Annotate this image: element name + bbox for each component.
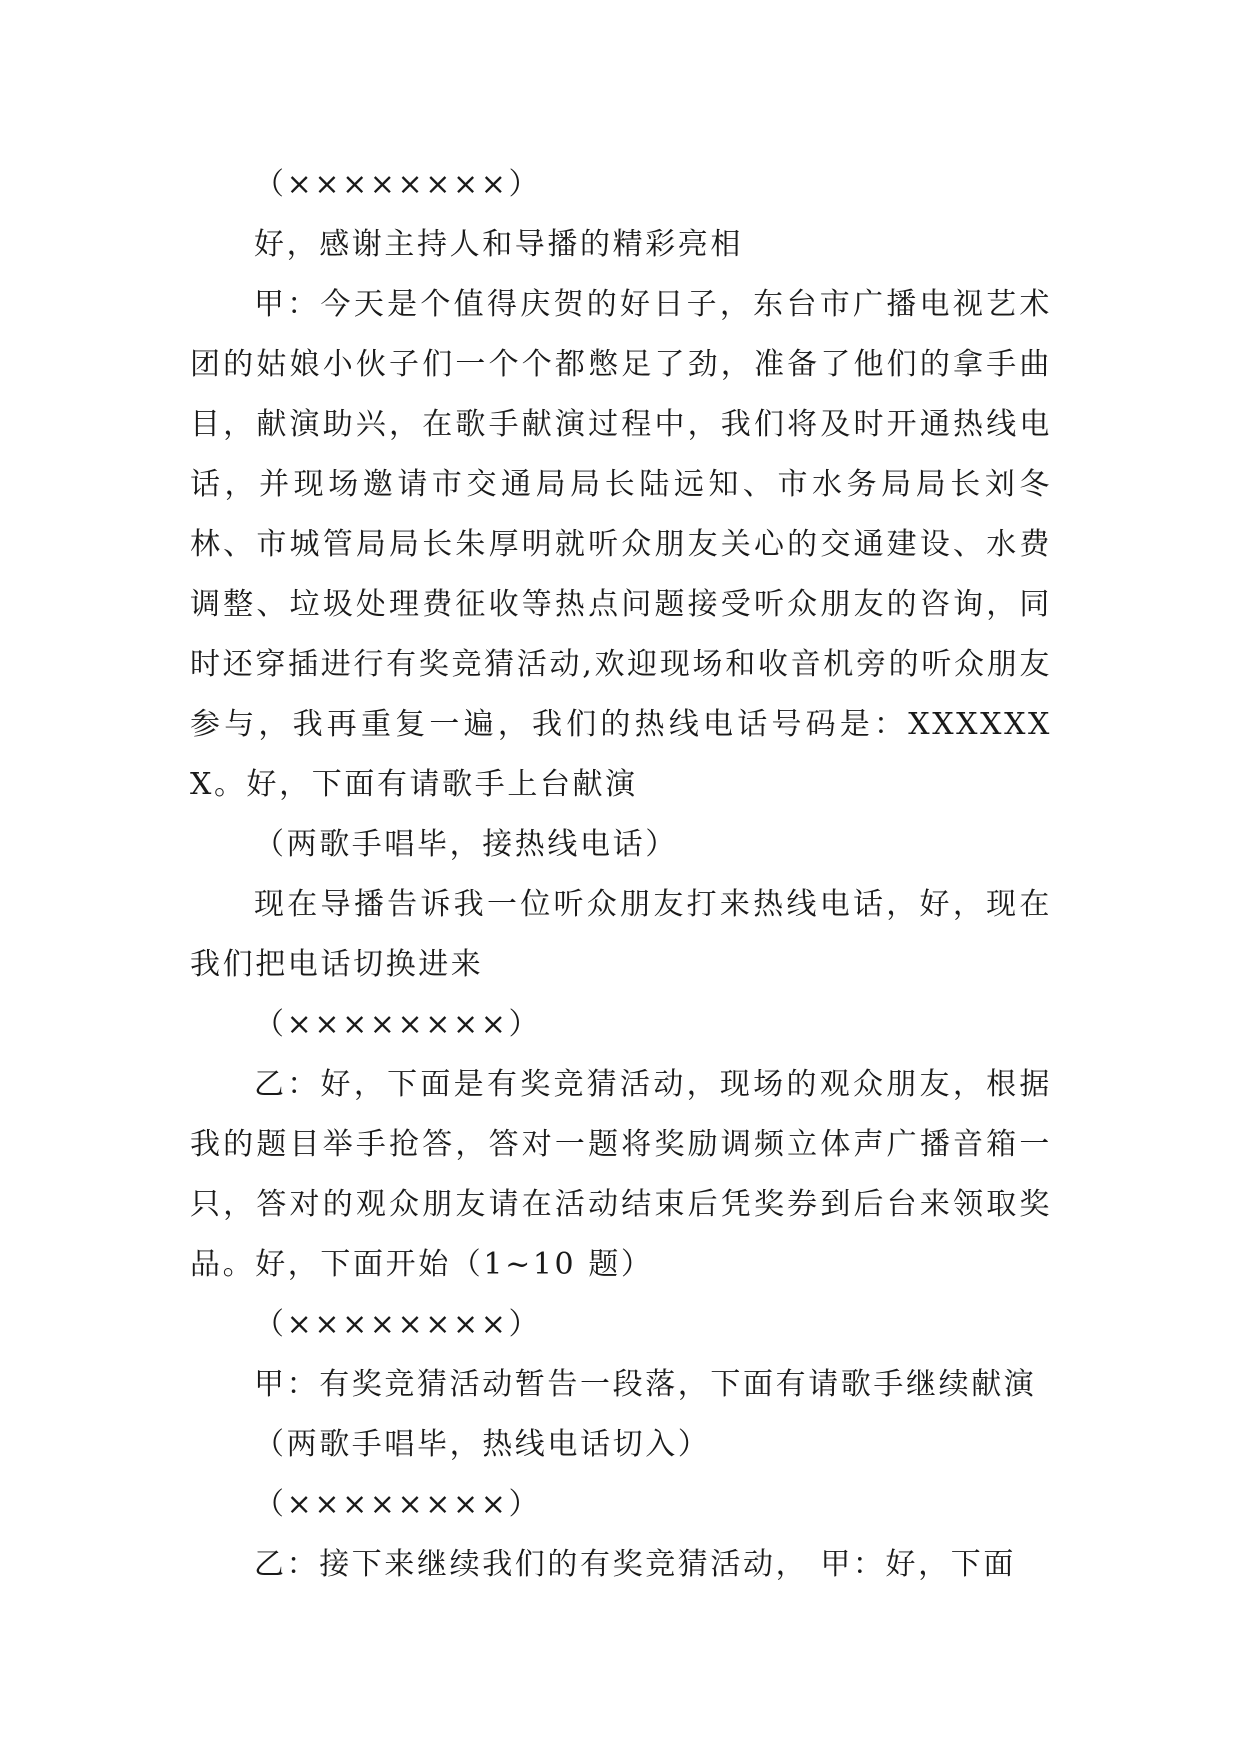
paragraph-placeholder-1: （××××××××） [254, 167, 542, 202]
paragraph-placeholder-3: （××××××××） [254, 1307, 542, 1342]
paragraph-stage-note-1: （两歌手唱毕，接热线电话） [254, 827, 678, 862]
paragraph-placeholder-4: （××××××××） [254, 1487, 542, 1522]
paragraph-host-a-pause: 甲：有奖竞猜活动暂告一段落，下面有请歌手继续献演 [254, 1367, 1037, 1402]
paragraph-host-b-quiz: 乙：好，下面是有奖竞猜活动，现场的观众朋友，根据我的题目举手抢答，答对一题将奖励调频立体声广播音箱一只，答对的观众朋友请在活动结束后凭奖券到后台来领取奖品。好，下面开始（1~10 题） [190, 1067, 1052, 1282]
paragraph-placeholder-2: （××××××××） [254, 1007, 542, 1042]
paragraph-hotline: 现在导播告诉我一位听众朋友打来热线电话，好，现在我们把电话切换进来 [190, 887, 1052, 982]
document-body [190, 155, 1052, 1595]
paragraph-thanks: 好，感谢主持人和导播的精彩亮相 [254, 227, 743, 262]
paragraph-stage-note-2: （两歌手唱毕，热线电话切入） [254, 1427, 711, 1462]
paragraph-host-a-intro: 甲：今天是个值得庆贺的好日子，东台市广播电视艺术团的姑娘小伙子们一个个都憋足了劲，准备了他们的拿手曲目，献演助兴，在歌手献演过程中，我们将及时开通热线电话，并现场邀请市交通局局长陆远知、市水务局局长刘冬林、市城管局局长朱厚明就听众朋友关心的交通建设、水费调整、垃圾处理费征收等热点问题接受听众朋友的咨询，同时还穿插进行有奖竞猜活动,欢迎现场和收音机旁的听众朋友参与，我再重复一遍，我们的热线电话号码是：XXXXXXX。好，下面有请歌手上台献演 [190, 287, 1052, 802]
paragraph-host-b-continue: 乙：接下来继续我们的有奖竞猜活动， 甲：好，下面 [254, 1547, 1016, 1582]
